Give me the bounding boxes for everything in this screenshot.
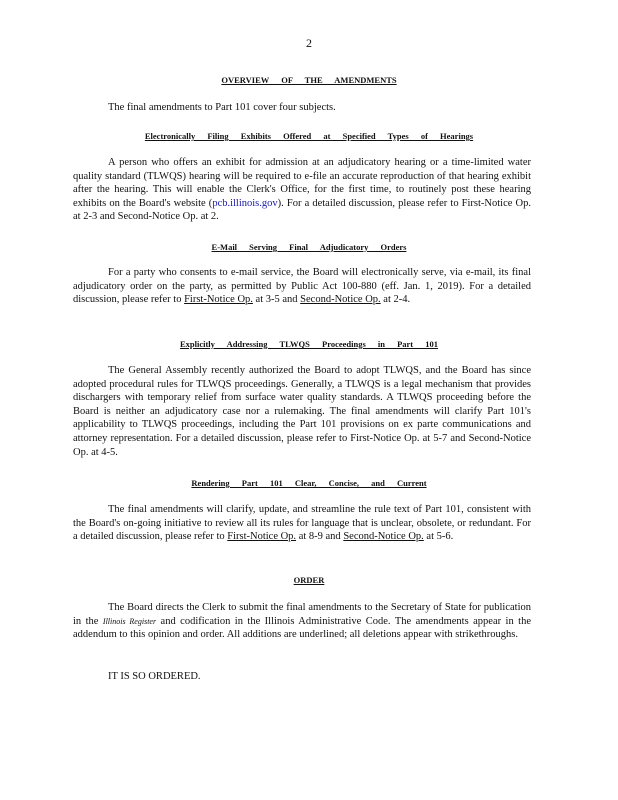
first-notice-reference: First-Notice Op. <box>184 294 253 306</box>
section-paragraph-e-filing: A person who offers an exhibit for admission at an adjudicatory hearing or a time-limited water quality standard (TLWQS) hearing will be required to e-file an accurate reproduction of that hearing exhibit after the hearing. This will enable the Clerk's Office, for the first time, to routinely post these hearing exhibits on the Board's website (pcb.illinois.gov). For a detailed discussion, please refer to First-Notice Op. at 2-3 and Second-Notice Op. at 2. <box>73 157 531 223</box>
section-paragraph-tlwqs: The General Assembly recently authorized the Board to adopt TLWQS, and the Board has since adopted procedural rules for TLWQS proceedings. Generally, a TLWQS is a legal mechanism that provides dischargers with temporary relief from surface water quality standards. A TLWQS proceeding before the Board is neither an adjudicatory case nor a rulemaking. The final amendments will clarify Part 101's applicability to TLWQS proceedings, including the Part 101 provisions on ex parte communications and attorney representation. For a detailed discussion, please refer to First-Notice Op. at 5-7 and Second-Notice Op. at 4-5. <box>73 365 531 458</box>
page-number: 2 <box>306 36 312 50</box>
overview-heading <box>0 75 618 85</box>
second-notice-reference: Second-Notice Op. <box>343 531 424 543</box>
section-heading-text: Explicitly Addressing TLWQS Proceedings in Part 101 <box>179 339 439 349</box>
website-link[interactable]: pcb.illinois.gov <box>212 197 278 209</box>
section-heading-e-filing <box>0 131 618 141</box>
section-heading-text: E-Mail Serving Final Adjudicatory Orders <box>211 242 407 252</box>
section-heading-text: Rendering Part 101 Clear, Concise, and Current <box>191 478 427 488</box>
section-heading-e-mail-service <box>0 242 618 252</box>
section-paragraph-e-mail-service: For a party who consents to e-mail service, the Board will electronically serve, via e-mail, its final adjudicatory order on the party, as permitted by Public Act 100-880 (eff. Jan. 1, 2019). For a detailed discussion, please refer to First-Notice Op. at 3-5 and Second-Notice Op. at 2-4. <box>73 267 531 306</box>
second-notice-reference: Second-Notice Op. <box>300 294 381 306</box>
order-paragraph: The Board directs the Clerk to submit the final amendments to the Secretary of State for publication in the Illinois Register and codification in the Illinois Administrative Code. The amendments appear in the addendum to this opinion and order. All additions are underlined; all deletions appear with strikethroughs. <box>73 602 532 641</box>
section-heading-clear-concise <box>0 478 618 488</box>
intro-paragraph: The final amendments to Part 101 cover four subjects. <box>108 102 336 113</box>
order-heading <box>0 575 618 585</box>
section-heading-tlwqs <box>0 339 618 349</box>
order-heading-text: ORDER <box>293 575 325 585</box>
section-heading-text: Electronically Filing Exhibits Offered at Specified Types of Hearings <box>144 131 474 141</box>
closing-statement: IT IS SO ORDERED. <box>108 671 201 682</box>
first-notice-reference: First-Notice Op. <box>227 531 297 543</box>
illinois-register-title: Illinois Register <box>102 616 157 626</box>
section-paragraph-clear-concise: The final amendments will clarify, update, and streamline the rule text of Part 101, consistent with the Board's on-going initiative to review all its rules for language that is unclear, obsolete, or redundant. For a detailed discussion, please refer to First-Notice Op. at 8-9 and Second-Notice Op. at 5-6. <box>73 504 531 543</box>
overview-heading-text: OVERVIEW OF THE AMENDMENTS <box>221 75 397 85</box>
